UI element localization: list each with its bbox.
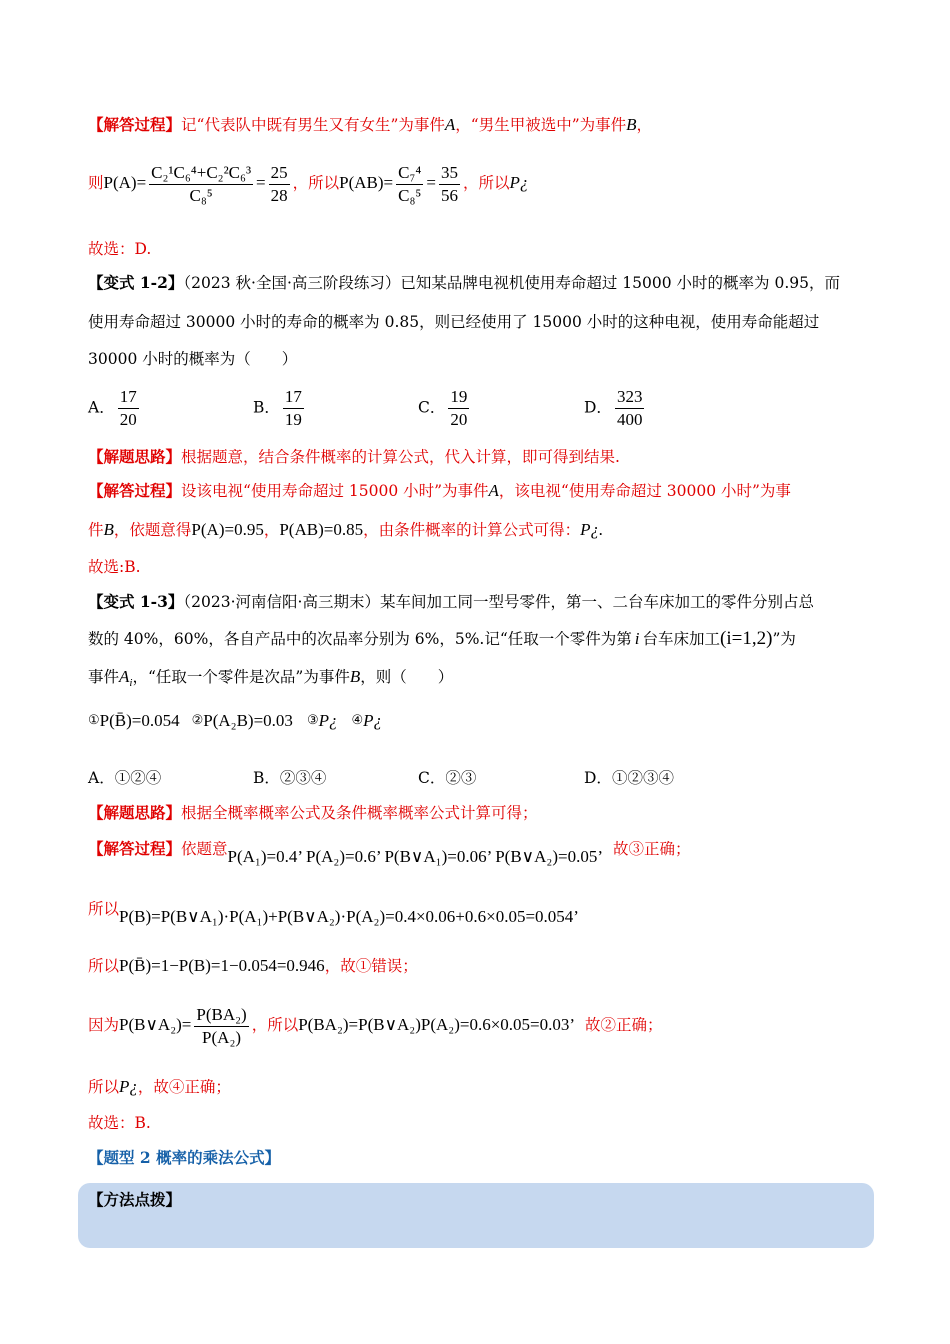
v13-process-line2 bbox=[88, 898, 579, 926]
fraction-numerator: C₂¹C₆⁴+C₂²C₆³ bbox=[149, 162, 253, 185]
process-label: 【解答过程】 bbox=[88, 839, 182, 858]
option-text: ②③④ bbox=[279, 769, 327, 787]
option-letter: B． bbox=[253, 398, 280, 417]
method-box bbox=[78, 1183, 874, 1248]
variant-label: 【变式 1-3】 bbox=[88, 592, 184, 611]
then-text: 则 bbox=[88, 174, 104, 192]
process-text: 依题意 bbox=[181, 840, 228, 858]
v12-option-b[interactable] bbox=[253, 386, 307, 431]
question-text: ”为 bbox=[772, 630, 796, 648]
process-text: 件 bbox=[88, 521, 104, 539]
event-b: B bbox=[626, 115, 637, 134]
event-a: A bbox=[444, 115, 456, 134]
so-text: 所以 bbox=[88, 900, 120, 918]
v13-option-b[interactable] bbox=[253, 766, 326, 788]
fraction-denominator: 56 bbox=[440, 185, 458, 205]
statement-2: P(A₂B)=0.03 bbox=[203, 711, 293, 730]
process-text: ，该电视“使用寿命超过 30000 小时”为事 bbox=[498, 482, 791, 500]
statement-1: P(B̄)=0.054 bbox=[99, 711, 180, 730]
question-text: ，“任取一个零件是次品”为事件 bbox=[132, 668, 350, 686]
fraction-denominator: C₈⁵ bbox=[189, 185, 213, 205]
v13-question-line1 bbox=[88, 591, 814, 613]
process-label: 【解答过程】 bbox=[88, 115, 182, 134]
option-text: ①②④ bbox=[114, 769, 162, 787]
v13-option-d[interactable] bbox=[584, 766, 674, 788]
so-text: 所以 bbox=[88, 1078, 120, 1096]
option-letter: C． bbox=[418, 769, 446, 787]
v12-option-d[interactable] bbox=[584, 386, 647, 431]
v13-idea-line bbox=[88, 802, 538, 824]
because-text: 因为 bbox=[88, 1016, 120, 1034]
comma: ， bbox=[636, 116, 653, 134]
question-text: 数的 40%，60%，各自产品中的次品率分别为 6%，5%.记“任取一个零件为第 bbox=[88, 630, 632, 648]
fraction-numerator: 35 bbox=[439, 162, 460, 185]
v13-option-a[interactable] bbox=[88, 766, 161, 788]
so-text: ，所以 bbox=[462, 174, 510, 192]
v12-question-line2: 使用寿命超过 30000 小时的寿命的概率为 0.85，则已经使用了 15000 小时的这种电视，使用寿命能超过 bbox=[88, 313, 820, 331]
fraction bbox=[439, 162, 460, 207]
process-text: 记“代表队中既有男生又有女生”为事件 bbox=[181, 116, 445, 134]
idea-label: 【解题思路】 bbox=[88, 803, 182, 822]
statement-4: P¿ bbox=[363, 711, 383, 730]
fraction bbox=[149, 162, 253, 207]
fraction-numerator: 323 bbox=[615, 386, 645, 409]
pab-equation: P(AB)=0.85 bbox=[279, 520, 364, 539]
section-title: 【题型 2 概率的乘法公式】 bbox=[88, 1148, 281, 1167]
variant-label: 【变式 1-2】 bbox=[88, 273, 184, 292]
statement-mark: ③ bbox=[306, 713, 319, 728]
equation-1: P(A₁)=0.4’ P(A₂)=0.6’ P(B∨A₁)=0.06’ P(B∨A₂)=0.05’ bbox=[227, 847, 603, 866]
so-text: 所以 bbox=[88, 957, 120, 975]
process-tail: 故③正确； bbox=[612, 840, 691, 858]
option-letter: D． bbox=[584, 398, 612, 417]
ex1-process-line bbox=[88, 114, 652, 136]
process-text: 设该电视“使用寿命超过 15000 小时”为事件 bbox=[181, 482, 489, 500]
question-text: 台车床加工 bbox=[642, 630, 721, 648]
fraction-denominator: 20 bbox=[119, 410, 137, 429]
process-text: ，“男生甲被选中”为事件 bbox=[455, 116, 627, 134]
v12-option-a[interactable] bbox=[88, 386, 142, 431]
v13-process-line4 bbox=[88, 1000, 663, 1050]
process-text: ，由条件概率的计算公式可得： bbox=[363, 521, 581, 539]
broken-math: P¿. bbox=[580, 520, 604, 539]
fraction bbox=[194, 1004, 248, 1049]
pa-equation: P(A)=0.95 bbox=[191, 520, 264, 539]
v13-process-line3 bbox=[88, 955, 418, 977]
broken-math: P¿ bbox=[119, 1077, 138, 1096]
process-tail: 故②正确； bbox=[585, 1016, 663, 1034]
option-letter: A． bbox=[88, 398, 115, 417]
pab-lhs: P(AB)= bbox=[339, 173, 394, 192]
broken-math: P¿ bbox=[509, 173, 529, 192]
option-text: ①②③④ bbox=[611, 769, 674, 787]
so-text: ，所以 bbox=[292, 174, 340, 192]
v12-question-line3: 30000 小时的概率为（ ） bbox=[88, 350, 298, 368]
statement-3: P¿ bbox=[318, 711, 338, 730]
option-letter: B． bbox=[253, 769, 280, 787]
v13-statements bbox=[88, 710, 382, 732]
option-letter: C． bbox=[418, 398, 446, 417]
v13-question-line2 bbox=[88, 628, 796, 650]
so-text: ，所以 bbox=[251, 1016, 299, 1034]
process-tail: ，故④正确； bbox=[137, 1078, 231, 1096]
v13-option-c[interactable] bbox=[418, 766, 476, 788]
option-letter: A． bbox=[88, 769, 115, 787]
fraction-numerator: 25 bbox=[269, 162, 290, 185]
process-label: 【解答过程】 bbox=[88, 481, 182, 500]
process-text: ，依题意得 bbox=[113, 521, 192, 539]
v13-process-line5 bbox=[88, 1076, 231, 1098]
event-ai: A bbox=[119, 667, 130, 686]
fraction-numerator: C₇⁴ bbox=[396, 162, 423, 185]
statement-mark: ④ bbox=[351, 713, 364, 728]
fraction-numerator: 17 bbox=[118, 386, 139, 409]
pa-lhs: P(A)= bbox=[103, 173, 147, 192]
ex1-answer: 故选：D. bbox=[88, 240, 152, 258]
fraction bbox=[396, 162, 423, 207]
v12-answer: 故选:B. bbox=[88, 558, 141, 576]
equation-4-lhs: P(B∨A₂)= bbox=[119, 1015, 192, 1034]
idea-text: 根据全概率概率公式及条件概率概率公式计算可得； bbox=[181, 804, 538, 822]
equation-3: P(B̄)=1−P(B)=1−0.054=0.946 bbox=[119, 956, 325, 975]
fraction-numerator: 17 bbox=[283, 386, 304, 409]
equation-2: P(B)=P(B∨A₁)·P(A₁)+P(B∨A₂)·P(A₂)=0.4×0.06+0.6×0.05=0.054’ bbox=[119, 907, 579, 926]
question-text: （2023 秋·全国·高三阶段练习）已知某品牌电视机使用寿命超过 15000 小时的概率为 0.95，而 bbox=[183, 274, 840, 292]
v12-process-line1 bbox=[88, 480, 791, 502]
question-text: （2023·河南信阳·高三期末）某车间加工同一型号零件，第一、二台车床加工的零件分别占总 bbox=[183, 593, 814, 611]
event-b: B bbox=[349, 667, 361, 686]
option-letter: D． bbox=[584, 769, 612, 787]
v13-question-line3 bbox=[88, 666, 453, 694]
v12-idea-line bbox=[88, 446, 620, 468]
v12-question-line1 bbox=[88, 272, 840, 294]
fraction-numerator: P(BA₂) bbox=[194, 1004, 248, 1027]
fraction-denominator: 400 bbox=[616, 410, 643, 429]
fraction bbox=[269, 162, 290, 207]
index-range: (i=1,2) bbox=[720, 628, 773, 649]
statement-mark: ② bbox=[191, 713, 204, 728]
statement-mark: ① bbox=[88, 713, 100, 728]
index-i: i bbox=[634, 629, 640, 648]
fraction-denominator: 19 bbox=[284, 410, 302, 429]
separator: ， bbox=[263, 521, 280, 539]
fraction-denominator: C₈⁵ bbox=[398, 185, 422, 205]
idea-label: 【解题思路】 bbox=[88, 447, 182, 466]
question-text: 事件 bbox=[88, 668, 120, 686]
v12-option-c[interactable] bbox=[418, 386, 472, 431]
fraction-denominator: P(A₂) bbox=[202, 1027, 242, 1047]
subscript-i: i bbox=[129, 677, 133, 690]
method-title: 【方法点拨】 bbox=[88, 1190, 182, 1209]
event-b: B bbox=[103, 520, 114, 539]
fraction-numerator: 19 bbox=[448, 386, 469, 409]
option-text: ②③ bbox=[445, 769, 477, 787]
ex1-formula-line: 则P(A)= $\frac{\text{C₂¹C₆⁴+C₂²C₆³}}{\text{C₈⁵}}$ = $\frac{25}{28}$ ，所以P(AB)= $\frac{\text{C₇⁴}}{\text{C₈⁵}}$ = $\frac{35}{56}$ ，所以P¿ bbox=[88, 162, 529, 205]
idea-text: 根据题意，结合条件概率的计算公式，代入计算，即可得到结果. bbox=[181, 448, 620, 466]
equation-4-rhs: P(BA₂)=P(B∨A₂)P(A₂)=0.6×0.05=0.03’ bbox=[298, 1015, 576, 1034]
fraction-denominator: 20 bbox=[450, 410, 468, 429]
v13-answer: 故选：B. bbox=[88, 1114, 151, 1132]
event-a: A bbox=[488, 481, 499, 500]
process-tail: ，故①错误； bbox=[324, 957, 418, 975]
v12-process-line2 bbox=[88, 519, 603, 541]
v13-process-line1 bbox=[88, 838, 691, 866]
fraction-denominator: 28 bbox=[270, 185, 288, 205]
question-text: ，则（ ） bbox=[360, 668, 454, 686]
